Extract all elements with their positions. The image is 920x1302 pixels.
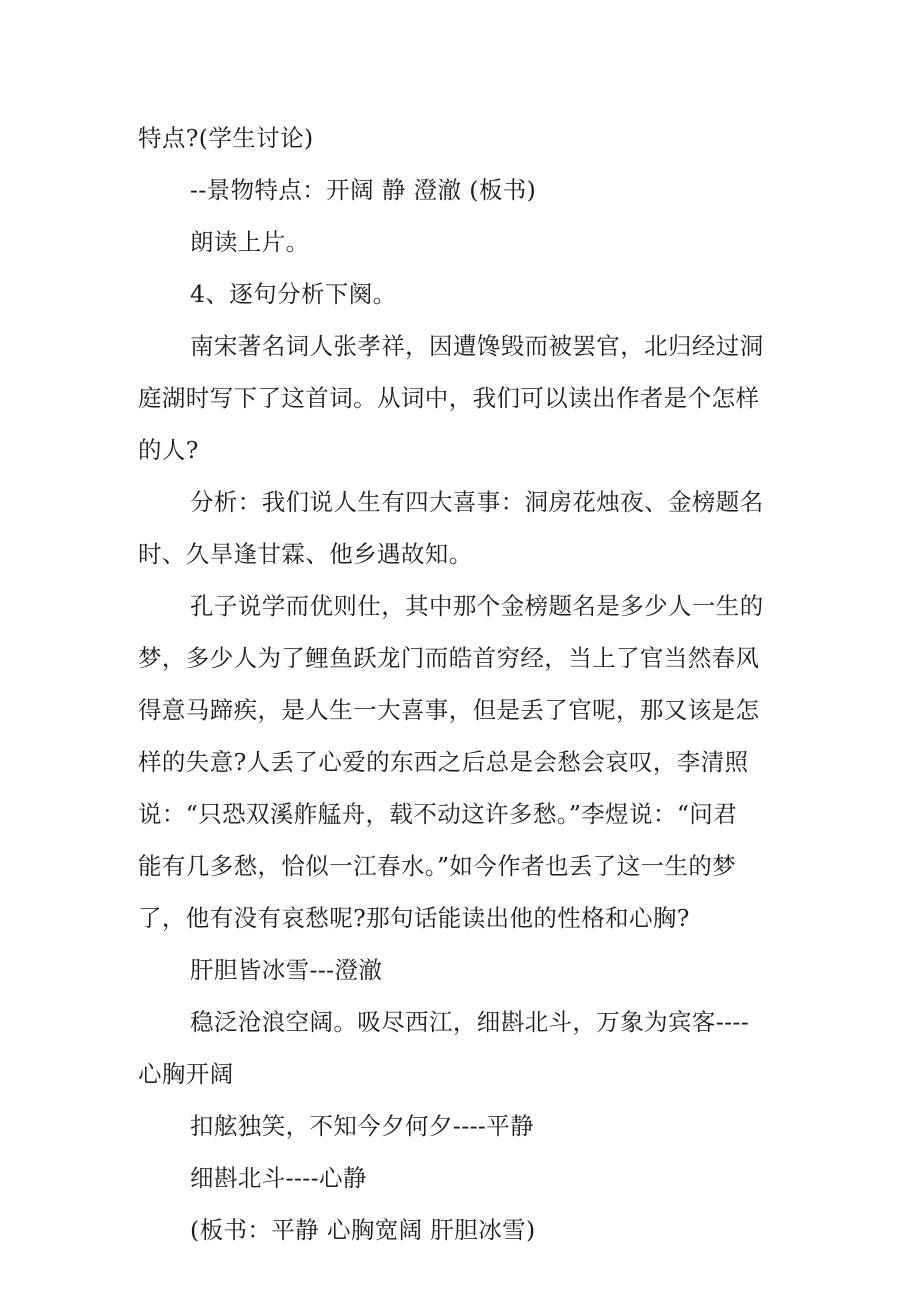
text-line-10: 孔子说学而优则仕，其中那个金榜题名是多少人一生的	[190, 592, 764, 620]
text-line-16: 了，他有没有哀愁呢?那句话能读出他的性格和心胸?	[138, 904, 690, 932]
text-line-22: (板书：平静 心胸宽阔 肝胆冰雪)	[190, 1216, 536, 1244]
text-line-20: 扣舷独笑，不知今夕何夕----平静	[190, 1112, 535, 1140]
text-line-6: 庭湖时写下了这首词。从词中，我们可以读出作者是个怎样	[138, 384, 760, 412]
text-line-7: 的人?	[138, 436, 199, 464]
text-line-9: 时、久旱逢甘霖、他乡遇故知。	[138, 540, 473, 568]
text-line-19: 心胸开阔	[138, 1060, 234, 1088]
text-line-17: 肝胆皆冰雪---澄澈	[190, 956, 383, 984]
text-line-3: 朗读上片。	[190, 228, 310, 256]
text-line-11: 梦，多少人为了鲤鱼跃龙门而皓首穷经，当上了官当然春风	[138, 644, 760, 672]
text-line-2: --景物特点：开阔 静 澄澈 (板书)	[190, 176, 537, 204]
text-line-15: 能有几多愁，恰似一江春水。”如今作者也丢了这一生的梦	[138, 852, 737, 880]
text-line-18: 稳泛沧浪空阔。吸尽西江，细斟北斗，万象为宾客----	[190, 1008, 750, 1036]
text-line-8: 分析：我们说人生有四大喜事：洞房花烛夜、金榜题名	[190, 488, 764, 516]
text-line-4: 4、逐句分析下阕。	[190, 280, 397, 308]
text-line-1: 特点?(学生讨论)	[138, 124, 314, 152]
text-line-5: 南宋著名词人张孝祥，因遭馋毁而被罢官，北归经过洞	[190, 332, 764, 360]
text-line-12: 得意马蹄疾，是人生一大喜事，但是丢了官呢，那又该是怎	[138, 696, 760, 724]
text-line-14: 说：“只恐双溪舴艋舟，载不动这许多愁。”李煜说：“问君	[138, 800, 738, 828]
text-line-13: 样的失意?人丢了心爱的东西之后总是会愁会哀叹，李清照	[138, 748, 749, 776]
text-line-21: 细斟北斗----心静	[190, 1164, 367, 1192]
